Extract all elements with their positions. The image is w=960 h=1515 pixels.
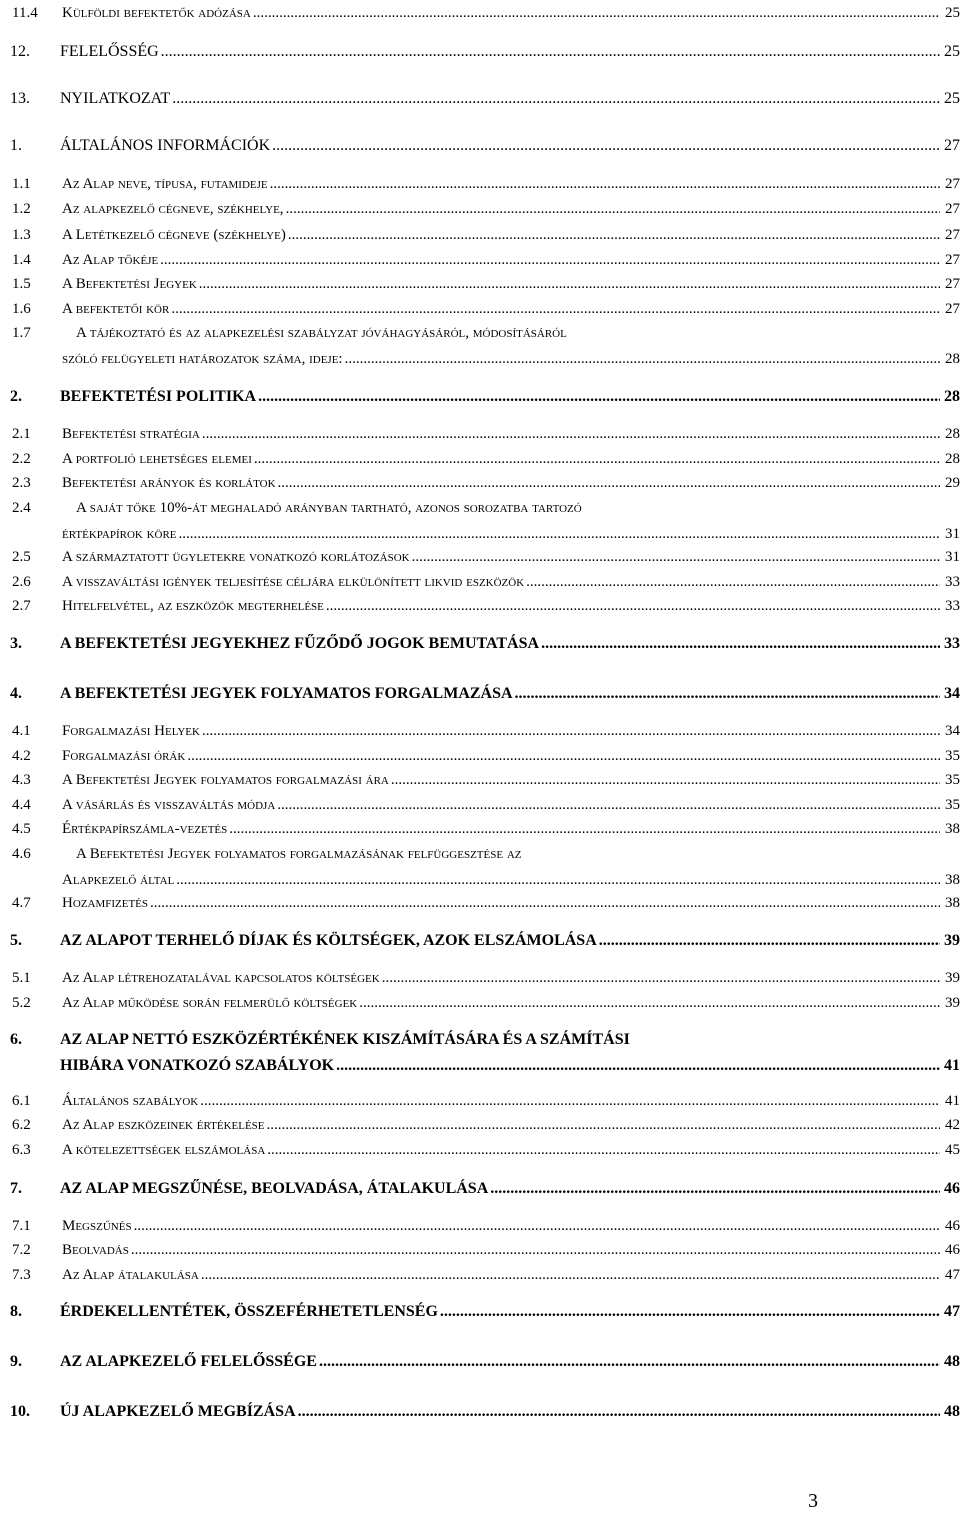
dot-leader bbox=[202, 423, 940, 445]
dot-leader bbox=[200, 1090, 940, 1112]
toc-title: A vásárlás és visszaváltás módja bbox=[62, 797, 276, 813]
toc-title: Az Alap működése során felmerülő költségek bbox=[62, 995, 358, 1011]
toc-number: 4.1 bbox=[12, 723, 31, 739]
toc-title: AZ ALAPKEZELŐ FELELŐSSÉGE bbox=[60, 1353, 317, 1370]
toc-title: A Befektetési Jegyek bbox=[62, 276, 197, 292]
toc-section[interactable] bbox=[10, 1300, 960, 1324]
toc-section[interactable] bbox=[10, 1400, 960, 1424]
toc-subsection[interactable] bbox=[10, 448, 960, 470]
toc-subsection[interactable] bbox=[10, 472, 960, 494]
toc-page-number: 31 bbox=[945, 526, 960, 542]
toc-number: 1.5 bbox=[12, 276, 31, 292]
toc-subsection[interactable] bbox=[10, 298, 960, 320]
toc-title: A kötelezettségek elszámolása bbox=[62, 1142, 266, 1158]
toc-number: 1.2 bbox=[12, 201, 31, 217]
toc-number: 7.3 bbox=[12, 1267, 31, 1283]
toc-subsection[interactable] bbox=[10, 249, 960, 271]
toc-title: Az Alap létrehozatalával kapcsolatos költségek bbox=[62, 970, 380, 986]
toc-subsection[interactable] bbox=[10, 769, 960, 791]
toc-page-number: 45 bbox=[945, 1142, 960, 1158]
dot-leader bbox=[272, 134, 940, 158]
toc-title: A BEFEKTETÉSI JEGYEKHEZ FŰZŐDŐ JOGOK BEMUTATÁSA bbox=[60, 635, 540, 652]
toc-page-number: 41 bbox=[945, 1093, 960, 1109]
toc-page-number: 27 bbox=[945, 301, 960, 317]
toc-subsection[interactable] bbox=[10, 745, 960, 767]
dot-leader bbox=[298, 1400, 940, 1424]
toc-page-number: 34 bbox=[944, 685, 960, 702]
toc-page-number: 33 bbox=[945, 598, 960, 614]
toc-number: 6.3 bbox=[12, 1142, 31, 1158]
toc-page-number: 28 bbox=[944, 388, 960, 405]
toc-title-line: A saját tőke 10%-át meghaladó arányban tartható, azonos sorozatba tartozó bbox=[76, 500, 582, 516]
toc-subsection[interactable] bbox=[10, 1264, 960, 1286]
toc-number: 6.1 bbox=[12, 1093, 31, 1109]
toc-title: Alapkezelő által bbox=[62, 872, 175, 888]
toc-subsection[interactable] bbox=[10, 1114, 960, 1136]
toc-number: 4. bbox=[10, 685, 22, 702]
toc-number: 1.6 bbox=[12, 301, 31, 317]
toc-number: 7.2 bbox=[12, 1242, 31, 1258]
toc-section[interactable] bbox=[10, 1054, 960, 1078]
dot-leader bbox=[278, 472, 940, 494]
toc-number: 4.5 bbox=[12, 821, 31, 837]
toc-section[interactable] bbox=[10, 929, 960, 953]
toc-page-number: 33 bbox=[944, 635, 960, 652]
toc-number: 11.4 bbox=[12, 5, 38, 21]
dot-leader bbox=[412, 546, 940, 568]
toc-number: 7.1 bbox=[12, 1218, 31, 1234]
dot-leader bbox=[490, 1177, 940, 1201]
toc-number: 2.7 bbox=[12, 598, 31, 614]
toc-number: 4.6 bbox=[12, 846, 31, 862]
toc-subsection[interactable] bbox=[10, 198, 960, 220]
toc-number: 2.6 bbox=[12, 574, 31, 590]
toc-section[interactable] bbox=[10, 682, 960, 706]
toc-title: Az Alap tőkéje bbox=[62, 252, 159, 268]
toc-page-number: 47 bbox=[945, 1267, 960, 1283]
toc-title: értékpapírok köre bbox=[62, 526, 177, 542]
toc-title: Általános szabályok bbox=[62, 1093, 199, 1109]
toc-number: 4.2 bbox=[12, 748, 31, 764]
toc-number: 3. bbox=[10, 635, 22, 652]
toc-subsection[interactable] bbox=[10, 1090, 960, 1112]
dot-leader bbox=[176, 869, 940, 891]
toc-page-number: 29 bbox=[945, 475, 960, 491]
dot-leader bbox=[258, 385, 940, 409]
dot-leader bbox=[336, 1054, 940, 1078]
toc-subsection[interactable] bbox=[10, 992, 960, 1014]
toc-number: 2.1 bbox=[12, 426, 31, 442]
dot-leader bbox=[254, 448, 940, 470]
dot-leader bbox=[172, 87, 940, 111]
toc-subsection[interactable] bbox=[10, 720, 960, 742]
toc-title: BEFEKTETÉSI POLITIKA bbox=[60, 388, 257, 405]
toc-section[interactable] bbox=[10, 385, 960, 409]
toc-page-number: 38 bbox=[945, 872, 960, 888]
toc-subsection[interactable] bbox=[10, 2, 960, 24]
toc-section[interactable] bbox=[10, 87, 960, 111]
dot-leader bbox=[359, 992, 940, 1014]
dot-leader bbox=[150, 892, 940, 914]
toc-page-number: 38 bbox=[945, 895, 960, 911]
toc-title: Hitelfelvétel, az eszközök megterhelése bbox=[62, 598, 324, 614]
toc-page-number: 39 bbox=[945, 970, 960, 986]
toc-title: Beolvadás bbox=[62, 1242, 129, 1258]
toc-page-number: 38 bbox=[945, 821, 960, 837]
dot-leader bbox=[391, 769, 940, 791]
toc-title: Az Alap neve, típusa, futamideje bbox=[62, 176, 268, 192]
toc-number: 5. bbox=[10, 932, 22, 949]
toc-page-number: 35 bbox=[945, 748, 960, 764]
dot-leader bbox=[288, 224, 940, 246]
toc-subsection[interactable] bbox=[10, 1215, 960, 1237]
toc-page-number: 48 bbox=[944, 1403, 960, 1420]
dot-leader bbox=[277, 794, 940, 816]
toc-page-number: 39 bbox=[944, 932, 960, 949]
toc-number: 6. bbox=[10, 1031, 22, 1048]
toc-subsection[interactable] bbox=[10, 546, 960, 568]
toc-page-number: 35 bbox=[945, 797, 960, 813]
toc-number: 1. bbox=[10, 137, 22, 154]
dot-leader bbox=[229, 818, 940, 840]
dot-leader bbox=[440, 1300, 940, 1324]
toc-subsection[interactable] bbox=[10, 794, 960, 816]
toc-page-number: 27 bbox=[945, 276, 960, 292]
toc-number: 4.7 bbox=[12, 895, 31, 911]
toc-title: Megszűnés bbox=[62, 1218, 132, 1234]
toc-title: szóló felügyeleti határozatok száma, ideje: bbox=[62, 351, 343, 367]
toc-title: A befektetői kör bbox=[62, 301, 170, 317]
dot-leader bbox=[171, 298, 940, 320]
dot-leader bbox=[599, 929, 940, 953]
toc-title-line: AZ ALAP NETTÓ ESZKÖZÉRTÉKÉNEK KISZÁMÍTÁSÁRA ÉS A SZÁMÍTÁSI bbox=[60, 1031, 630, 1048]
toc-page-number: 25 bbox=[944, 90, 960, 107]
toc-subsection[interactable] bbox=[10, 348, 960, 370]
dot-leader bbox=[160, 249, 940, 271]
toc-number: 5.1 bbox=[12, 970, 31, 986]
toc-title: Hozamfizetés bbox=[62, 895, 148, 911]
dot-leader bbox=[134, 1215, 940, 1237]
toc-subsection[interactable] bbox=[10, 1239, 960, 1261]
toc-title: NYILATKOZAT bbox=[60, 90, 171, 107]
toc-title: Forgalmazási órák bbox=[62, 748, 186, 764]
toc-title: HIBÁRA VONATKOZÓ SZABÁLYOK bbox=[60, 1057, 335, 1074]
toc-title: ÉRDEKELLENTÉTEK, ÖSSZEFÉRHETETLENSÉG bbox=[60, 1303, 438, 1320]
toc-section[interactable] bbox=[10, 134, 960, 158]
dot-leader bbox=[161, 40, 940, 64]
toc-page-number: 46 bbox=[944, 1180, 960, 1197]
toc-number: 5.2 bbox=[12, 995, 31, 1011]
toc-subsection[interactable] bbox=[10, 595, 960, 617]
dot-leader bbox=[270, 173, 940, 195]
toc-subsection[interactable] bbox=[10, 818, 960, 840]
toc-page-number: 39 bbox=[945, 995, 960, 1011]
toc-number: 8. bbox=[10, 1303, 22, 1320]
dot-leader bbox=[541, 632, 940, 656]
toc-subsection[interactable] bbox=[10, 273, 960, 295]
toc-title: ÁLTALÁNOS INFORMÁCIÓK bbox=[60, 137, 271, 154]
dot-leader bbox=[267, 1139, 940, 1161]
dot-leader bbox=[202, 720, 940, 742]
toc-title: Az Alap átalakulása bbox=[62, 1267, 199, 1283]
dot-leader bbox=[515, 682, 940, 706]
toc-page-number: 41 bbox=[944, 1057, 960, 1074]
toc-title: Befektetési stratégia bbox=[62, 426, 200, 442]
toc-page-number: 27 bbox=[945, 201, 960, 217]
page-number: 3 bbox=[808, 1490, 818, 1512]
dot-leader bbox=[382, 967, 940, 989]
toc-page-number: 27 bbox=[945, 252, 960, 268]
toc-title: A származtatott ügyletekre vonatkozó korlátozások bbox=[62, 549, 410, 565]
toc-section[interactable] bbox=[10, 1177, 960, 1201]
toc-page-number: 27 bbox=[945, 176, 960, 192]
toc-number: 2.4 bbox=[12, 500, 31, 516]
toc-page-number: 42 bbox=[945, 1117, 960, 1133]
toc-subsection[interactable] bbox=[10, 173, 960, 195]
toc-number: 1.3 bbox=[12, 227, 31, 243]
toc-title: Értékpapírszámla-vezetés bbox=[62, 821, 228, 837]
toc-number: 6.2 bbox=[12, 1117, 31, 1133]
toc-page-number: 27 bbox=[944, 137, 960, 154]
toc-title: Befektetési arányok és korlátok bbox=[62, 475, 276, 491]
toc-title: A Befektetési Jegyek folyamatos forgalmazási ára bbox=[62, 772, 389, 788]
toc-section[interactable] bbox=[10, 40, 960, 64]
dot-leader bbox=[131, 1239, 940, 1261]
toc-title: Forgalmazási Helyek bbox=[62, 723, 200, 739]
toc-number: 7. bbox=[10, 1180, 22, 1197]
toc-subsection[interactable] bbox=[10, 523, 960, 545]
toc-title: A BEFEKTETÉSI JEGYEK FOLYAMATOS FORGALMAZÁSA bbox=[60, 685, 513, 702]
toc-title-line: A Befektetési Jegyek folyamatos forgalmazásának felfüggesztése az bbox=[76, 846, 522, 862]
toc-page-number: 31 bbox=[945, 549, 960, 565]
toc-title: A Letétkezelő cégneve (székhelye) bbox=[62, 227, 286, 243]
toc-number: 2. bbox=[10, 388, 22, 405]
toc-title: ÚJ ALAPKEZELŐ MEGBÍZÁSA bbox=[60, 1403, 296, 1420]
toc-subsection[interactable] bbox=[10, 224, 960, 246]
toc-page-number: 28 bbox=[945, 351, 960, 367]
toc-title-line: A tájékoztató és az alapkezelési szabályzat jóváhagyásáról, módosításáról bbox=[76, 325, 567, 341]
dot-leader bbox=[187, 745, 940, 767]
toc-subsection[interactable] bbox=[10, 967, 960, 989]
toc-section[interactable] bbox=[10, 1350, 960, 1374]
toc-title: A portfolió lehetséges elemei bbox=[62, 451, 252, 467]
toc-subsection[interactable] bbox=[10, 571, 960, 593]
toc-page-number: 34 bbox=[945, 723, 960, 739]
toc-section[interactable] bbox=[10, 632, 960, 656]
toc-page-number: 33 bbox=[945, 574, 960, 590]
dot-leader bbox=[345, 348, 940, 370]
toc-page-number: 46 bbox=[945, 1242, 960, 1258]
toc-title: Külföldi befektetők adózása bbox=[62, 5, 251, 21]
dot-leader bbox=[267, 1114, 940, 1136]
toc-page-number: 48 bbox=[944, 1353, 960, 1370]
toc-title: AZ ALAPOT TERHELŐ DÍJAK ÉS KÖLTSÉGEK, AZOK ELSZÁMOLÁSA bbox=[60, 932, 597, 949]
toc-number: 2.2 bbox=[12, 451, 31, 467]
dot-leader bbox=[286, 198, 940, 220]
toc-number: 1.4 bbox=[12, 252, 31, 268]
toc-subsection[interactable] bbox=[10, 869, 960, 891]
dot-leader bbox=[253, 2, 940, 24]
dot-leader bbox=[526, 571, 940, 593]
toc-number: 10. bbox=[10, 1403, 30, 1420]
toc-number: 13. bbox=[10, 90, 30, 107]
dot-leader bbox=[201, 1264, 940, 1286]
toc-subsection[interactable] bbox=[10, 423, 960, 445]
dot-leader bbox=[199, 273, 940, 295]
toc-number: 4.3 bbox=[12, 772, 31, 788]
toc-page-number: 35 bbox=[945, 772, 960, 788]
toc-page-number: 47 bbox=[944, 1303, 960, 1320]
toc-subsection[interactable] bbox=[10, 892, 960, 914]
toc-page-number: 28 bbox=[945, 451, 960, 467]
toc-number: 9. bbox=[10, 1353, 22, 1370]
dot-leader bbox=[326, 595, 940, 617]
toc-page-number: 25 bbox=[945, 5, 960, 21]
toc-number: 2.5 bbox=[12, 549, 31, 565]
toc-page-number: 27 bbox=[945, 227, 960, 243]
toc-number: 4.4 bbox=[12, 797, 31, 813]
toc-title: A visszaváltási igények teljesítése céljára elkülönített likvid eszközök bbox=[62, 574, 525, 590]
toc-number: 1.7 bbox=[12, 325, 31, 341]
toc-page-number: 25 bbox=[944, 43, 960, 60]
toc-subsection[interactable] bbox=[10, 1139, 960, 1161]
toc-page-number: 28 bbox=[945, 426, 960, 442]
toc-title: AZ ALAP MEGSZŰNÉSE, BEOLVADÁSA, ÁTALAKULÁSA bbox=[60, 1180, 489, 1197]
dot-leader bbox=[179, 523, 940, 545]
dot-leader bbox=[319, 1350, 940, 1374]
toc-page-number: 46 bbox=[945, 1218, 960, 1234]
toc-number: 1.1 bbox=[12, 176, 31, 192]
toc-number: 2.3 bbox=[12, 475, 31, 491]
toc-title: Az Alap eszközeinek értékelése bbox=[62, 1117, 265, 1133]
toc-number: 12. bbox=[10, 43, 30, 60]
toc-title: FELELŐSSÉG bbox=[60, 43, 159, 60]
toc-title: Az alapkezelő cégneve, székhelye, bbox=[62, 201, 284, 217]
